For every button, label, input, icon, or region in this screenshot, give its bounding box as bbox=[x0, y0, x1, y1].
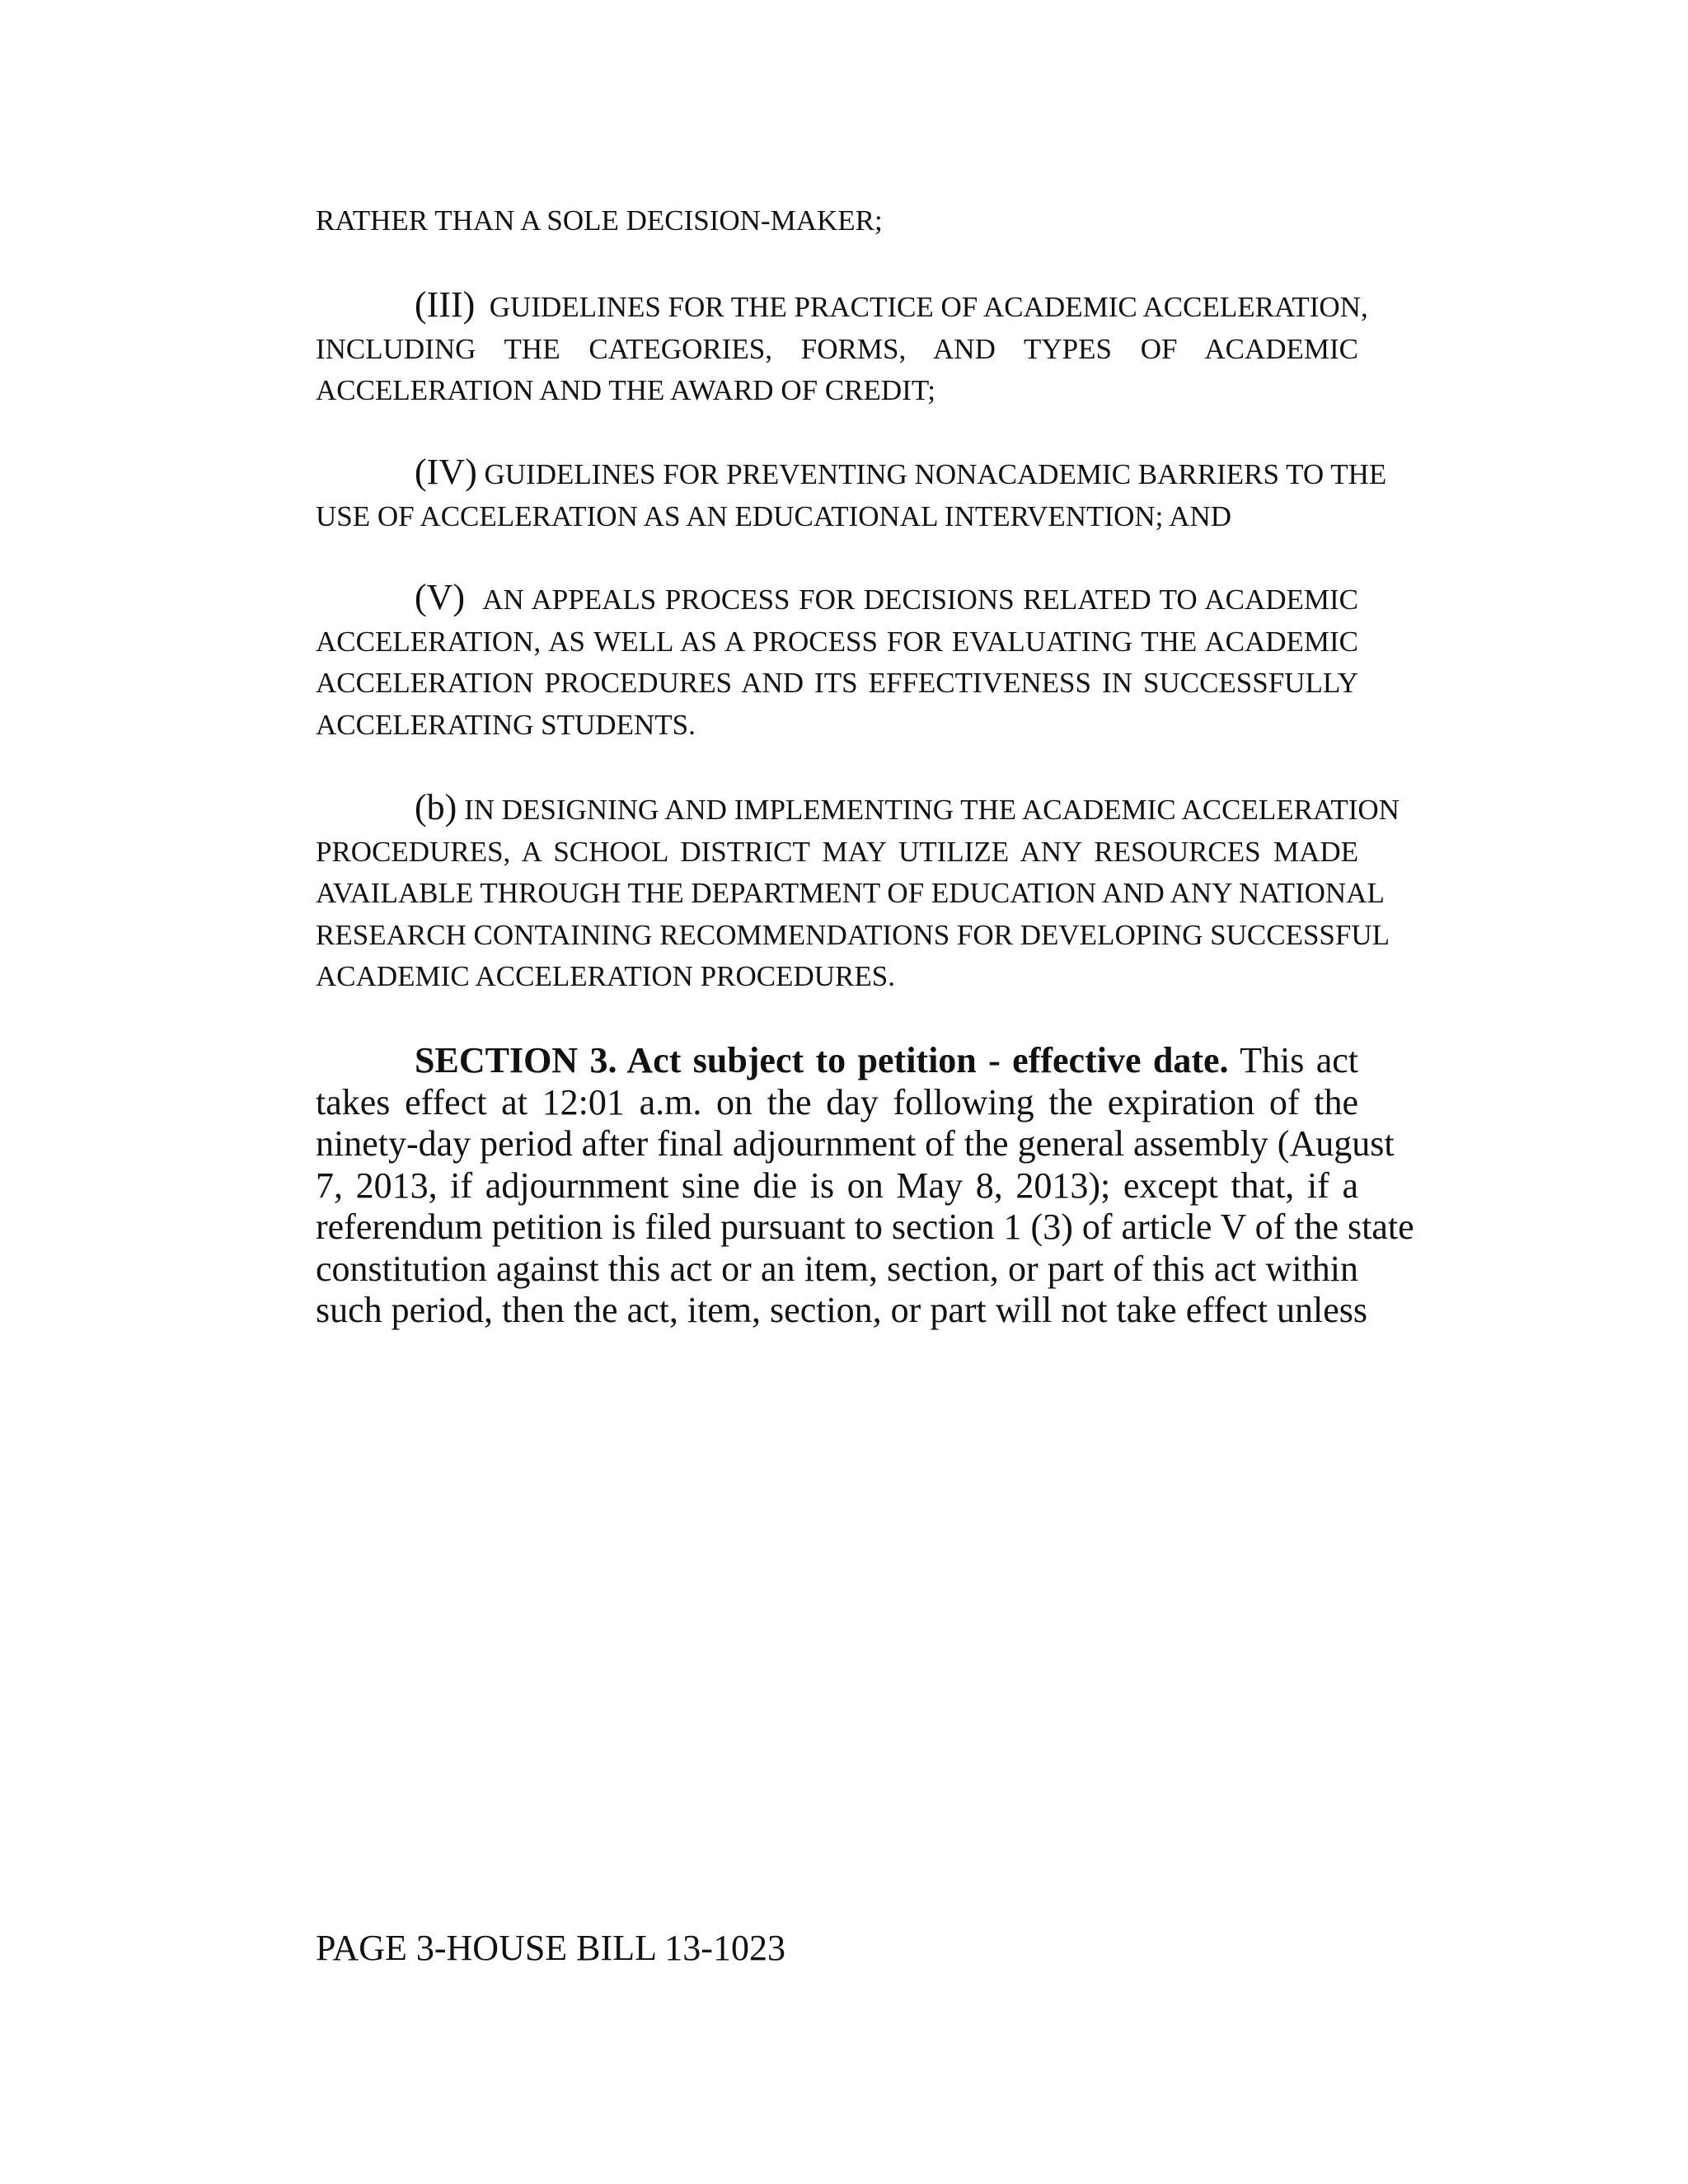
paragraph-label: (IV) bbox=[415, 452, 477, 492]
text-line bbox=[316, 787, 1400, 832]
text-line-content: GUIDELINES FOR THE PRACTICE OF ACADEMIC ACCELERATION, bbox=[489, 291, 1368, 323]
text-line: such period, then the act, item, section, or part will not take effect unless bbox=[316, 1290, 1368, 1330]
text-line: RATHER THAN A SOLE DECISION-MAKER; bbox=[316, 204, 883, 237]
text-line: ninety-day period after final adjournment of the general assembly (August bbox=[316, 1123, 1395, 1164]
paragraph-label: (b) bbox=[415, 787, 457, 827]
text-line bbox=[316, 1040, 1358, 1082]
text-line: USE OF ACCELERATION AS AN EDUCATIONAL INTERVENTION; AND bbox=[316, 499, 1232, 532]
page-footer: PAGE 3-HOUSE BILL 13-1023 bbox=[316, 1928, 785, 1968]
text-line: referendum petition is filed pursuant to section 1 (3) of article V of the state bbox=[316, 1207, 1414, 1247]
paragraph-continuation bbox=[316, 200, 1358, 242]
text-line: ACCELERATING STUDENTS. bbox=[316, 708, 696, 741]
text-line: takes effect at 12:01 a.m. on the day following the expiration of the bbox=[316, 1081, 1358, 1122]
paragraph-iv bbox=[316, 452, 1387, 537]
text-line: PROCEDURES, A SCHOOL DISTRICT MAY UTILIZE ANY RESOURCES MADE bbox=[316, 835, 1358, 868]
text-line bbox=[316, 284, 1368, 329]
text-line-content: GUIDELINES FOR PREVENTING NONACADEMIC BARRIERS TO THE bbox=[484, 458, 1387, 490]
text-line: ACCELERATION PROCEDURES AND ITS EFFECTIVENESS IN SUCCESSFULLY bbox=[316, 667, 1358, 699]
paragraph-label: (V) bbox=[415, 577, 466, 617]
text-line-content: AN APPEALS PROCESS FOR DECISIONS RELATED TO ACADEMIC bbox=[482, 583, 1359, 616]
text-line: ACADEMIC ACCELERATION PROCEDURES. bbox=[316, 960, 895, 992]
paragraph-v bbox=[316, 577, 1358, 746]
paragraph-b bbox=[316, 787, 1400, 998]
text-line: RESEARCH CONTAINING RECOMMENDATIONS FOR DEVELOPING SUCCESSFUL bbox=[316, 918, 1390, 951]
text-line: ACCELERATION AND THE AWARD OF CREDIT; bbox=[316, 374, 935, 406]
paragraph-label: (III) bbox=[415, 284, 476, 325]
text-line: 7, 2013, if adjournment sine die is on May 8, 2013); except that, if a bbox=[316, 1165, 1358, 1206]
section-3 bbox=[316, 1040, 1414, 1332]
text-line bbox=[316, 452, 1387, 496]
text-line: constitution against this act or an item, section, or part of this act within bbox=[316, 1248, 1358, 1289]
text-line: ACCELERATION, AS WELL AS A PROCESS FOR EVALUATING THE ACADEMIC bbox=[316, 625, 1358, 658]
text-line-content: IN DESIGNING AND IMPLEMENTING THE ACADEMIC ACCELERATION bbox=[464, 794, 1400, 826]
text-line bbox=[316, 577, 1358, 621]
text-line-content: This act bbox=[1240, 1040, 1358, 1080]
text-line: AVAILABLE THROUGH THE DEPARTMENT OF EDUCATION AND ANY NATIONAL bbox=[316, 877, 1385, 909]
paragraph-iii bbox=[316, 284, 1368, 412]
section-heading: SECTION 3. Act subject to petition - effective date. bbox=[415, 1040, 1229, 1080]
text-line: INCLUDING THE CATEGORIES, FORMS, AND TYPES OF ACADEMIC bbox=[316, 332, 1358, 365]
